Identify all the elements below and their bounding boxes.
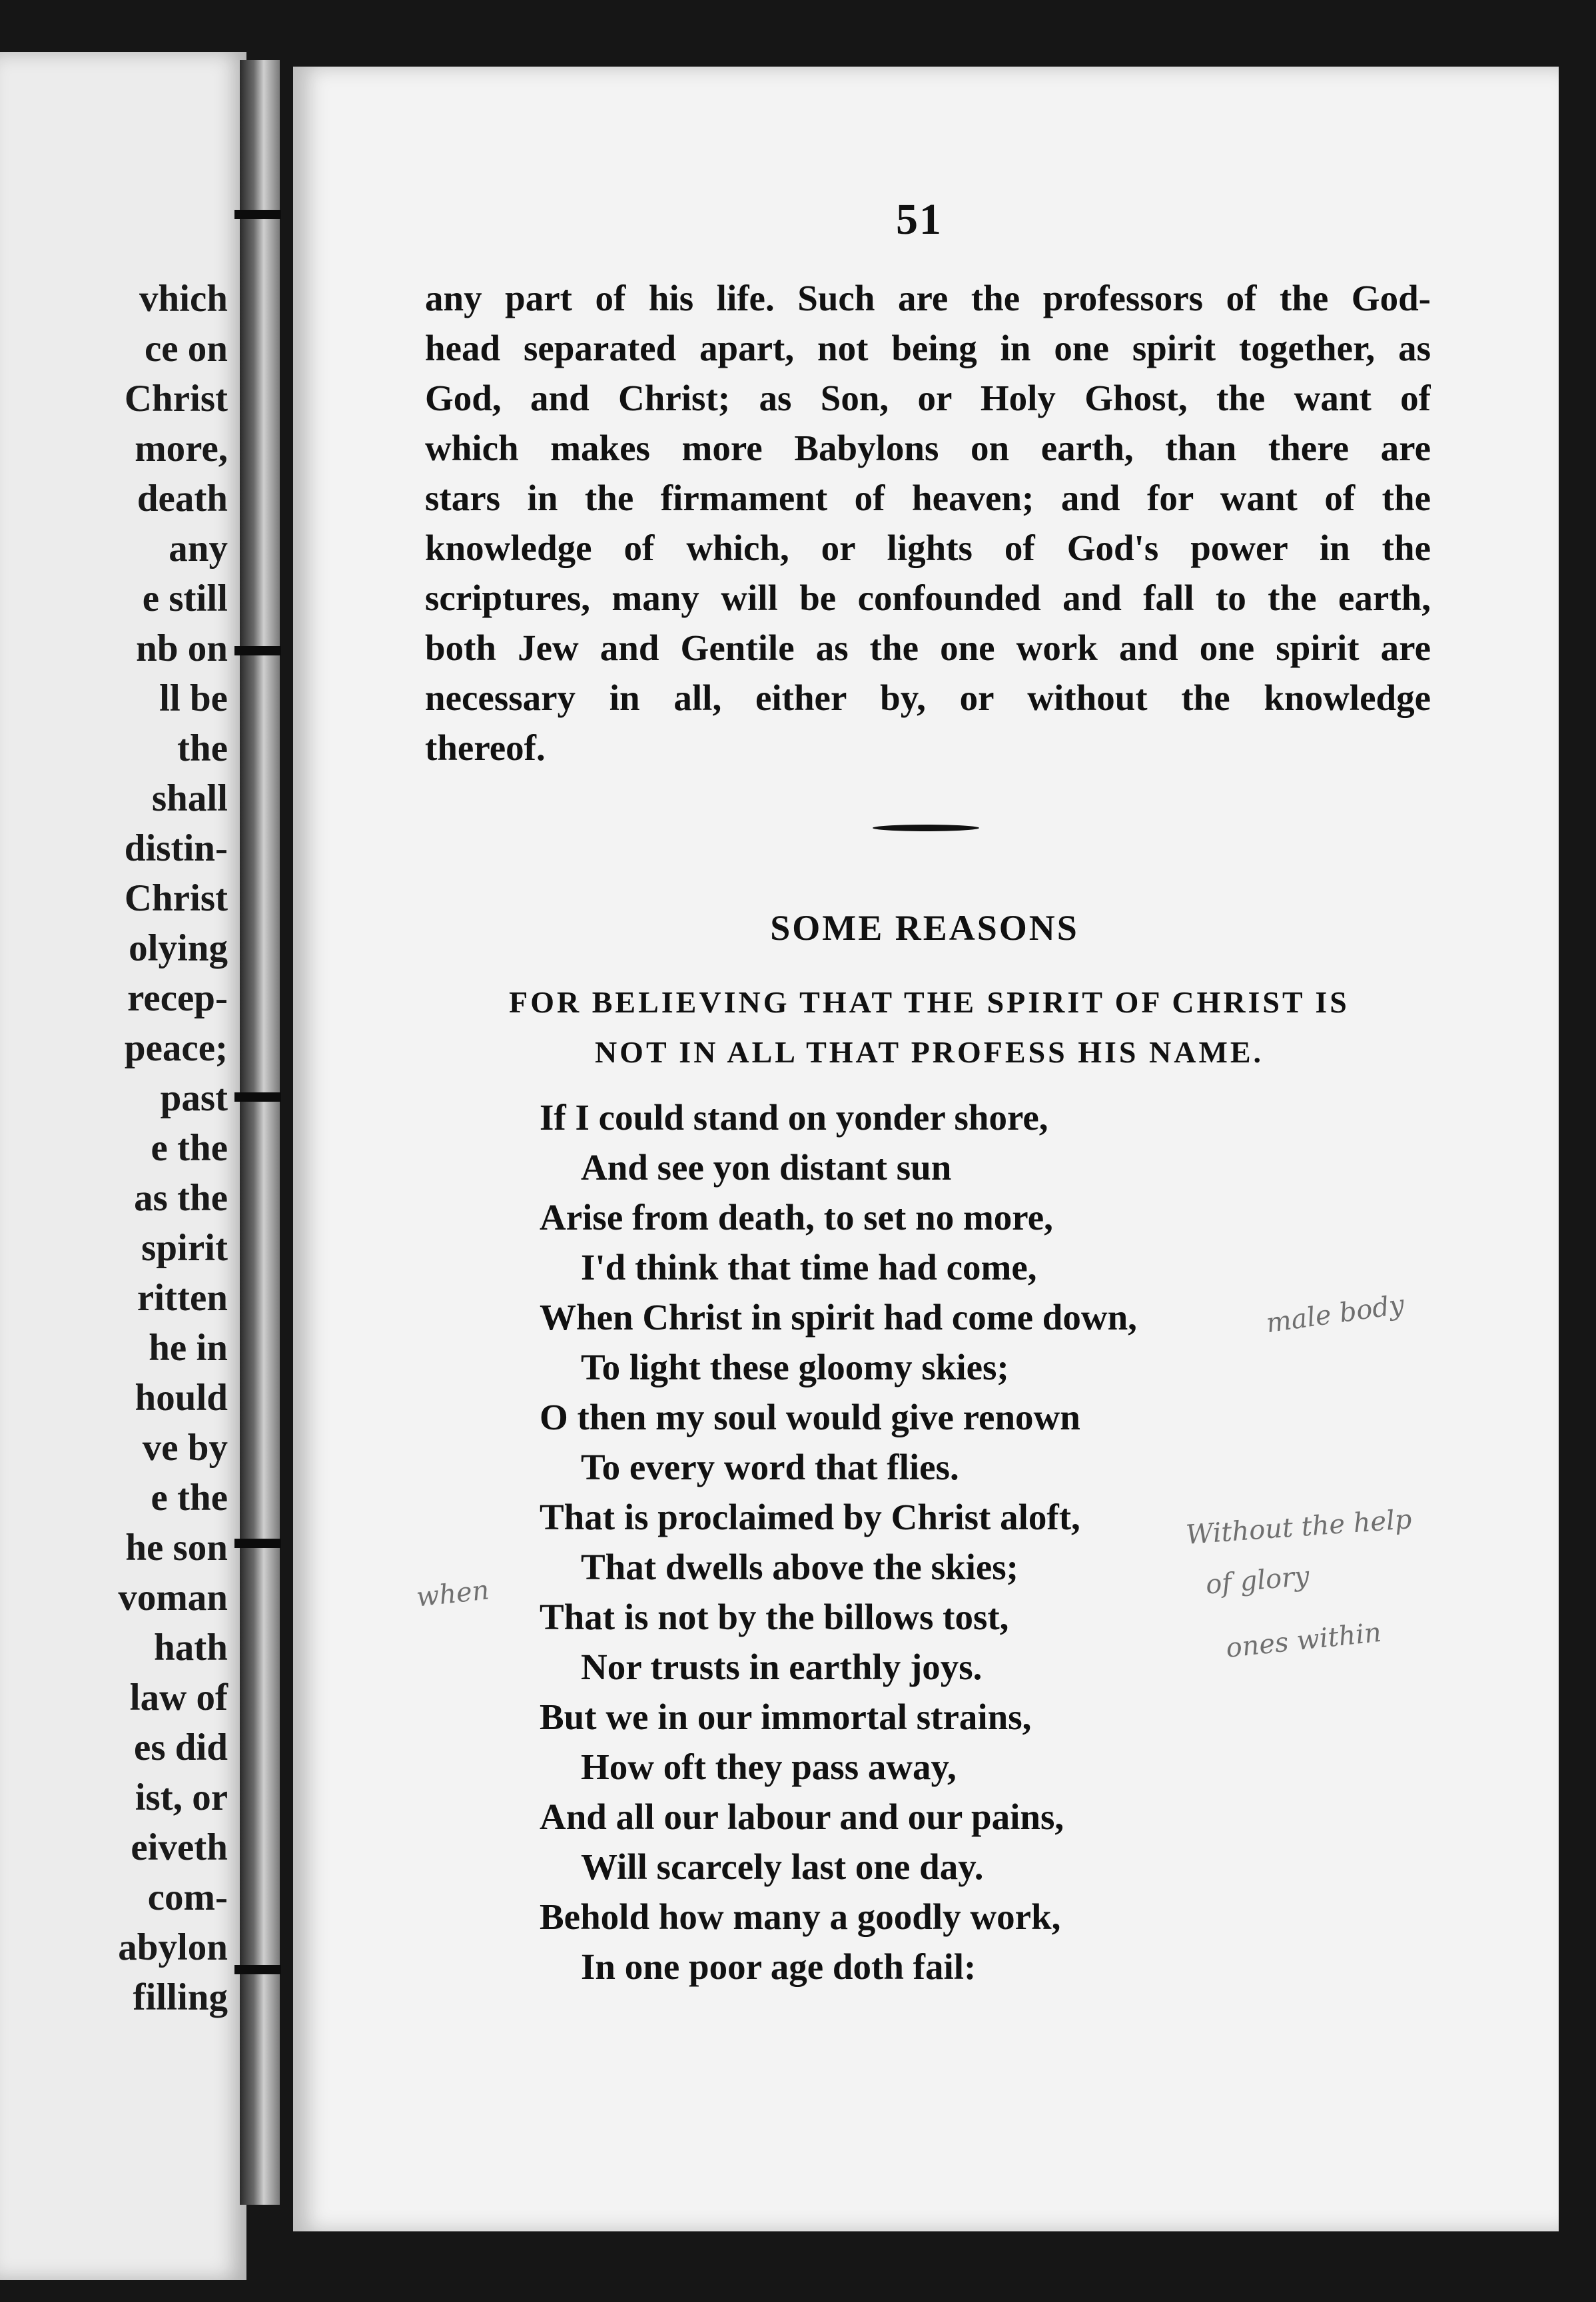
poem-line: How oft they pass away, xyxy=(581,1746,957,1787)
poem-line: That is proclaimed by Christ aloft, xyxy=(540,1497,1080,1537)
left-line: any xyxy=(169,528,228,570)
left-line: law of xyxy=(129,1677,228,1719)
left-line: peace; xyxy=(124,1027,228,1069)
poem-line: Arise from death, to set no more, xyxy=(540,1197,1053,1238)
poem-line: To every word that flies. xyxy=(581,1447,959,1487)
left-line: filling xyxy=(133,1976,228,2018)
left-line: past xyxy=(160,1077,228,1119)
left-line: shall xyxy=(151,777,228,819)
poem-line: I'd think that time had come, xyxy=(581,1247,1037,1288)
left-line: the xyxy=(177,727,228,769)
left-line: ritten xyxy=(137,1277,228,1319)
poem-line: To light these gloomy skies; xyxy=(581,1347,1009,1387)
poem-line: Behold how many a goodly work, xyxy=(540,1896,1061,1937)
poem-line: And see yon distant sun xyxy=(581,1147,952,1188)
left-line: ce on xyxy=(144,328,228,370)
binding-stitch xyxy=(234,646,281,655)
text-line: any part of his life. Such are the professors of the God- xyxy=(425,278,1431,318)
body-paragraph xyxy=(425,273,1431,773)
left-line: ist, or xyxy=(135,1776,228,1818)
text-line: both Jew and Gentile as the one work and one spirit are xyxy=(425,627,1431,668)
handwritten-note: male body xyxy=(1264,1289,1407,1340)
handwritten-note: of glory xyxy=(1204,1561,1311,1601)
text-line: which makes more Babylons on earth, than there are xyxy=(425,428,1431,468)
text-line: thereof. xyxy=(425,727,546,768)
text-line: scriptures, many will be confounded and fall to the earth, xyxy=(425,577,1431,618)
binding-stitch xyxy=(234,1965,281,1974)
poem-line: O then my soul would give renown xyxy=(540,1397,1080,1437)
left-page-text xyxy=(118,274,228,2022)
left-line: ll be xyxy=(159,677,228,719)
left-line: more, xyxy=(135,428,228,470)
poem-line: That dwells above the skies; xyxy=(581,1547,1018,1587)
text-line: stars in the firmament of heaven; and for want of the xyxy=(425,478,1431,518)
poem-line: In one poor age doth fail: xyxy=(581,1946,977,1987)
left-line: abylon xyxy=(118,1926,228,1968)
handwritten-note: when xyxy=(414,1575,491,1613)
poem-line: When Christ in spirit had come down, xyxy=(540,1297,1137,1338)
section-subheading-line-2: NOT IN ALL THAT PROFESS HIS NAME. xyxy=(594,1035,1264,1069)
left-line: as the xyxy=(134,1177,228,1219)
left-line: Christ xyxy=(124,877,228,919)
left-line: distin- xyxy=(124,827,228,869)
poem-line: But we in our immortal strains, xyxy=(540,1697,1032,1737)
poem-line: If I could stand on yonder shore, xyxy=(540,1097,1048,1138)
poem-line: And all our labour and our pains, xyxy=(540,1796,1064,1837)
left-line: voman xyxy=(118,1577,228,1619)
poem-line: That is not by the billows tost, xyxy=(540,1597,1009,1637)
page-number: 51 xyxy=(896,195,943,244)
left-line: es did xyxy=(134,1726,228,1768)
left-line: vhich xyxy=(139,278,228,320)
left-line: hould xyxy=(135,1377,228,1419)
binding-stitch xyxy=(234,1092,281,1102)
left-line: he in xyxy=(149,1327,228,1369)
left-line: com- xyxy=(147,1876,228,1918)
left-line: death xyxy=(137,478,228,520)
book-spine xyxy=(240,60,280,2205)
text-line: God, and Christ; as Son, or Holy Ghost, the want of xyxy=(425,378,1431,418)
section-divider xyxy=(873,825,979,831)
section-subheading-line-1: FOR BELIEVING THAT THE SPIRIT OF CHRIST IS xyxy=(509,985,1350,1019)
left-line: spirit xyxy=(141,1227,228,1269)
binding-stitch xyxy=(234,210,281,219)
left-line: hath xyxy=(154,1627,228,1669)
poem-line: Nor trusts in earthly joys. xyxy=(581,1647,983,1687)
poem xyxy=(540,1092,1137,1992)
text-line: knowledge of which, or lights of God's power in the xyxy=(425,528,1431,568)
left-line: recep- xyxy=(127,977,228,1019)
left-line: Christ xyxy=(124,378,228,420)
left-line: olying xyxy=(129,927,228,969)
section-heading: SOME REASONS xyxy=(770,908,1079,948)
left-line: nb on xyxy=(136,627,228,669)
left-page xyxy=(0,52,246,2280)
left-line: e still xyxy=(142,577,228,619)
left-line: ve by xyxy=(142,1427,228,1469)
left-line: e the xyxy=(151,1127,228,1169)
left-line: he son xyxy=(125,1527,228,1569)
poem-line: Will scarcely last one day. xyxy=(581,1846,984,1887)
binding-stitch xyxy=(234,1539,281,1548)
handwritten-note: Without the help xyxy=(1184,1504,1413,1551)
left-line: eiveth xyxy=(131,1826,228,1868)
handwritten-note: ones within xyxy=(1224,1617,1383,1665)
text-line: necessary in all, either by, or without the knowledge xyxy=(425,677,1431,718)
text-line: head separated apart, not being in one spirit together, as xyxy=(425,328,1431,368)
left-line: e the xyxy=(151,1477,228,1519)
